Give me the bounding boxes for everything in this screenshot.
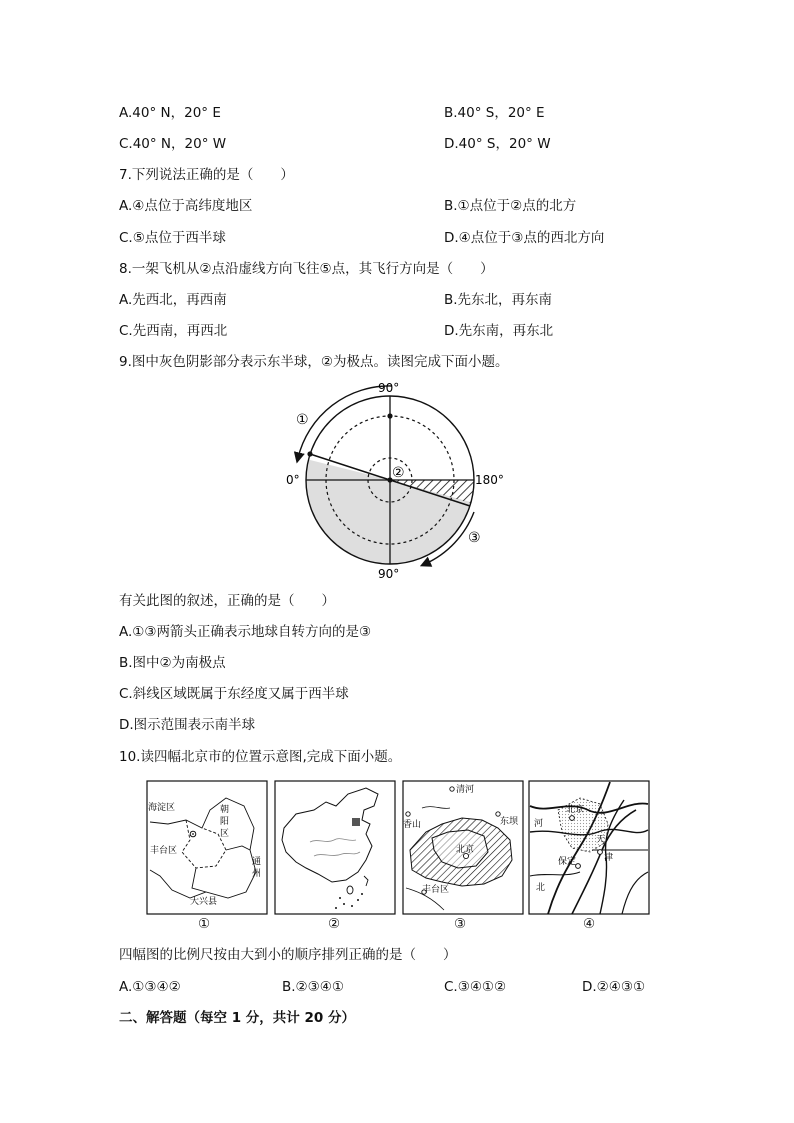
map1-label-haidian: 海淀区 <box>148 803 176 813</box>
map1-label-yang: 阳 <box>220 817 230 827</box>
q10-option-c: C.③④①② <box>444 979 507 995</box>
map1-label-zhou: 州 <box>252 869 262 879</box>
map3-label-beijing: 北京 <box>456 845 475 855</box>
map-2-china-outline <box>274 780 396 916</box>
map1-label-daxing: 大兴县 <box>190 897 218 907</box>
q9-sub-stem: 有关此图的叙述，正确的是（ ） <box>119 593 335 609</box>
q9-option-c: C.斜线区域既属于东经度又属于西半球 <box>119 686 349 702</box>
label-center-2: ② <box>392 465 405 481</box>
q9-option-b: B.图中②为南极点 <box>119 655 226 671</box>
map1-label-fengtai: 丰台区 <box>150 846 178 856</box>
map-4-beijing-region <box>528 780 650 916</box>
label-bottom-90: 90° <box>378 567 400 581</box>
q7-option-a: A.④点位于高纬度地区 <box>119 198 253 214</box>
map3-label-qinghe: 清河 <box>456 785 475 795</box>
q6-option-a: A.40° N，20° E <box>119 105 221 121</box>
section-2-title: 二、解答题（每空 1 分，共计 20 分） <box>119 1010 355 1026</box>
q7-option-d: D.④点位于③点的西北方向 <box>444 230 605 246</box>
q10-option-b: B.②③④① <box>282 979 344 995</box>
map4-label-bei: 北 <box>536 883 546 893</box>
q7-option-b: B.①点位于②点的北方 <box>444 198 577 214</box>
map-3-caption: ③ <box>454 916 467 932</box>
q8-stem: 8.一架飞机从②点沿虚线方向飞往⑤点，其飞行方向是（ ） <box>119 261 494 277</box>
map4-label-jin: 津 <box>604 853 614 863</box>
map3-label-fengtai: 丰台区 <box>422 885 450 895</box>
map-4-caption: ④ <box>583 916 596 932</box>
q8-option-d: D.先东南，再东北 <box>444 323 554 339</box>
label-left-0: 0° <box>286 473 300 487</box>
map4-label-beijing: 北京 <box>566 805 585 815</box>
map3-label-xiangshan: 香山 <box>403 820 422 830</box>
q8-option-a: A.先西北，再西南 <box>119 292 227 308</box>
q8-option-c: C.先西南，再西北 <box>119 323 228 339</box>
label-right-180: 180° <box>475 473 504 487</box>
q6-option-d: D.40° S，20° W <box>444 136 551 152</box>
q10-option-d: D.②④③① <box>582 979 646 995</box>
polar-hemisphere-diagram <box>280 378 520 584</box>
label-top-90: 90° <box>378 381 400 395</box>
label-arrow-1: ① <box>296 412 309 428</box>
q10-sub-stem: 四幅图的比例尺按由大到小的顺序排列正确的是（ ） <box>119 947 457 963</box>
q6-option-c: C.40° N，20° W <box>119 136 227 152</box>
map4-label-tian: 天 <box>596 835 606 845</box>
map1-label-tong: 通 <box>252 857 262 867</box>
label-arrow-3: ③ <box>468 530 481 546</box>
beijing-marker <box>352 818 360 826</box>
map4-label-baoding: 保定 <box>558 857 577 867</box>
q10-option-a: A.①③④② <box>119 979 181 995</box>
map-2-caption: ② <box>328 916 341 932</box>
map1-label-chao: 朝 <box>220 805 230 815</box>
map-1-caption: ① <box>198 916 211 932</box>
map3-label-dongba: 东坝 <box>500 817 519 827</box>
q7-option-c: C.⑤点位于西半球 <box>119 230 226 246</box>
map-3-beijing-city <box>402 780 524 916</box>
q8-option-b: B.先东北，再东南 <box>444 292 553 308</box>
map4-label-he: 河 <box>534 819 544 829</box>
q10-stem: 10.读四幅北京市的位置示意图,完成下面小题。 <box>119 749 402 765</box>
q9-option-d: D.图示范围表示南半球 <box>119 717 256 733</box>
q9-option-a: A.①③两箭头正确表示地球自转方向的是③ <box>119 624 372 640</box>
q7-stem: 7.下列说法正确的是（ ） <box>119 167 294 183</box>
q6-option-b: B.40° S，20° E <box>444 105 545 121</box>
q9-stem: 9.图中灰色阴影部分表示东半球，②为极点。读图完成下面小题。 <box>119 354 509 370</box>
map-1-beijing-districts <box>146 780 268 916</box>
map1-label-qu: 区 <box>220 829 230 839</box>
